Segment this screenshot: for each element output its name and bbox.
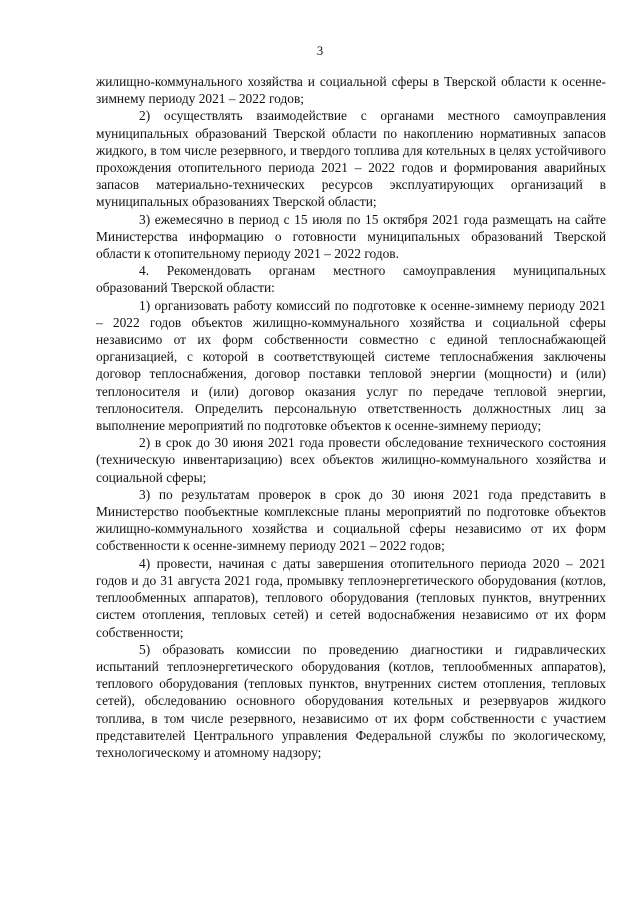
paragraph-section-4-item-3: 3) по результатам проверок в срок до 30 июня 2021 года представить в Министерство пообъектные комплексные планы мероприятий по подготовке объектов жилищно-коммунального хозяйства и социальной сферы независимо от их форм собственности к осенне-зимнему периоду 2021 – 2022 годов; — [96, 486, 606, 554]
paragraph-section-4-item-1: 1) организовать работу комиссий по подготовке к осенне-зимнему периоду 2021 – 2022 годов объектов жилищно-коммунального хозяйства и социальной сферы независимо от их форм собственности совместно с единой теплоснабжающей организацией, с которой в соответствующей системе теплоснабжения заключены договор теплоснабжения, договор поставки тепловой энергии (мощности) и (или) теплоносителя и (или) договор оказания услуг по передаче тепловой энергии, теплоносителя. Определить персональную ответственность должностных лиц за выполнение мероприятий по подготовке объектов к осенне-зимнему периоду; — [96, 297, 606, 434]
paragraph-section-4-item-2: 2) в срок до 30 июня 2021 года провести обследование технического состояния (техническую инвентаризацию) всех объектов жилищно-коммунального хозяйства и социальной сферы; — [96, 435, 606, 485]
page-number: 3 — [316, 44, 324, 58]
paragraph-section-4-item-5: 5) образовать комиссии по проведению диагностики и гидравлических испытаний теплоэнергетического оборудования (котлов, теплообменных аппаратов), теплового оборудования (тепловых пунктов, внутренних систем отопления, тепловых сетей), обследованию основного оборудования котельных и резервуаров жидкого топлива, в том числе резервного, независимо от их форм собственности с участием представителей Центрального управления Федеральной службы по экологическому, технологическому и атомному надзору; — [96, 641, 606, 760]
paragraph-item-2: 2) осуществлять взаимодействие с органами местного самоуправления муниципальных образований Тверской области по накоплению нормативных запасов жидкого, в том числе резервного, и твердого топлива для котельных в целях устойчивого прохождения отопительного периода 2021 – 2022 годов и формирования аварийных запасов материально-технических ресурсов эксплуатирующих организаций в муниципальных образованиях Тверской области; — [96, 108, 606, 210]
paragraph-section-4: 4. Рекомендовать органам местного самоуправления муниципальных образований Тверской области: — [96, 263, 606, 296]
document-body — [96, 73, 606, 761]
paragraph-continuation: жилищно-коммунального хозяйства и социальной сферы в Тверской области к осенне-зимнему периоду 2021 – 2022 годов; — [96, 74, 606, 107]
paragraph-item-3: 3) ежемесячно в период с 15 июля по 15 октября 2021 года размещать на сайте Министерства информацию о готовности муниципальных образований Тверской области к отопительному периоду 2021 – 2022 годов. — [96, 211, 606, 262]
paragraph-section-4-item-4: 4) провести, начиная с даты завершения отопительного периода 2020 – 2021 годов и до 31 августа 2021 года, промывку теплоэнергетического оборудования (котлов, теплообменных аппаратов), теплового оборудования (тепловых пунктов, внутренних систем отопления, тепловых сетей) и сетей водоснабжения независимо от их форм собственности; — [96, 555, 606, 640]
